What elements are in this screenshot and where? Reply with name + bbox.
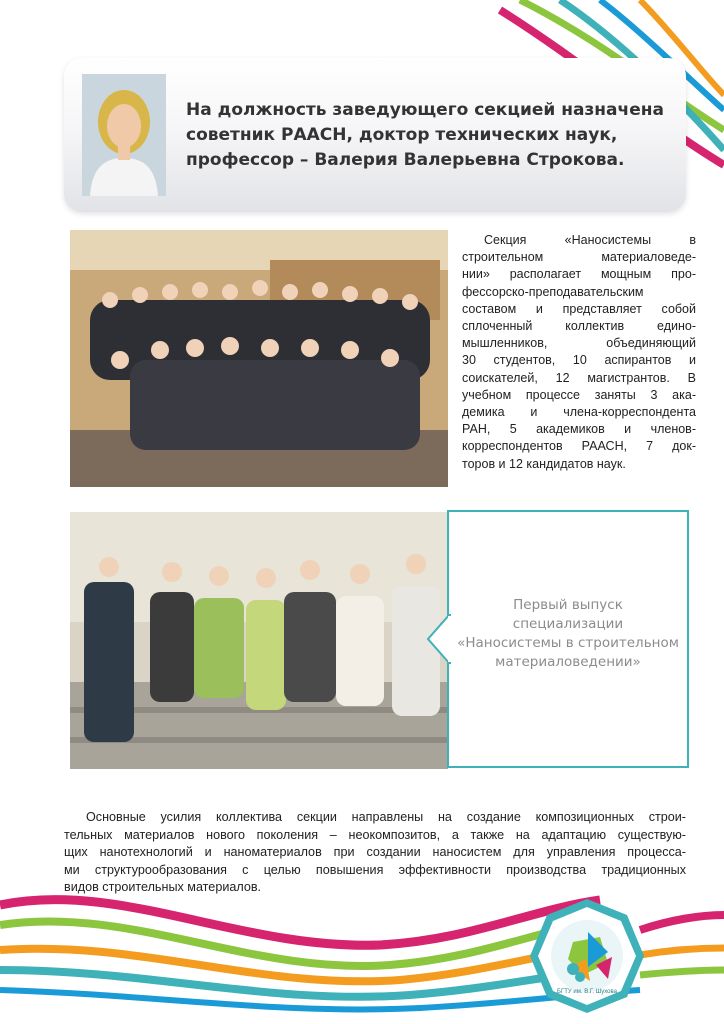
section-line: 30 студентов, 10 аспирантов и [462, 353, 696, 368]
section-line: строительном материаловеде- [462, 250, 696, 265]
body-paragraph [64, 809, 686, 897]
section-line: торов и 12 кандидатов наук. [462, 456, 626, 471]
section-line: РАН, 5 академиков и членов- [462, 422, 696, 437]
section-line: учебном процессе заняты 3 ака- [462, 387, 696, 402]
header-line-2: советник РААСН, доктор технических наук, [186, 125, 618, 145]
caption-text [449, 596, 687, 672]
body-line: видов строительных материалов. [64, 880, 262, 894]
section-description [462, 232, 696, 473]
section-line: фессорско-преподавательским [462, 284, 644, 299]
section-line: демика и члена-корреспондента [462, 405, 696, 420]
caption-line: «Наносистемы в строительном [457, 635, 679, 651]
portrait-photo [82, 74, 166, 196]
caption-line: Первый выпуск [513, 597, 623, 613]
section-line: Секция «Наносистемы в [484, 233, 696, 247]
body-line: ми структурообразования с целью повышения эффективности производства традиционных [64, 862, 686, 877]
caption-line: специализации [512, 616, 624, 632]
header-announcement [186, 98, 666, 173]
body-line: Основные усилия коллектива секции направлены на создание композиционных строи- [86, 810, 686, 824]
group-photo-staff [70, 230, 448, 487]
header-line-3: профессор – Валерия Валерьевна Строкова. [186, 150, 625, 170]
header-line-1: На должность заведующего секцией назначена [186, 100, 664, 120]
university-logo [528, 897, 646, 1015]
section-line: составом и представляет собой [462, 301, 696, 316]
caption-line: материаловедении» [495, 654, 641, 670]
logo-text: БГТУ им. В.Г. Шухова [557, 989, 617, 995]
graduation-photo [70, 512, 448, 769]
section-line: нии» располагает мощным про- [462, 267, 696, 282]
section-line: корреспондентов РААСН, 7 док- [462, 439, 696, 454]
section-line: соискателей, 12 магистрантов. В [462, 370, 696, 385]
body-line: тельных материалов нового поколения – неокомпозитов, а также на адаптацию существую- [64, 827, 686, 842]
section-line: сплоченный коллектив едино- [462, 319, 696, 334]
body-line: щих нанотехнологий и наноматериалов при создании наносистем для управления процесса- [64, 845, 686, 859]
section-line: мышленников, объединяющий [462, 336, 696, 351]
